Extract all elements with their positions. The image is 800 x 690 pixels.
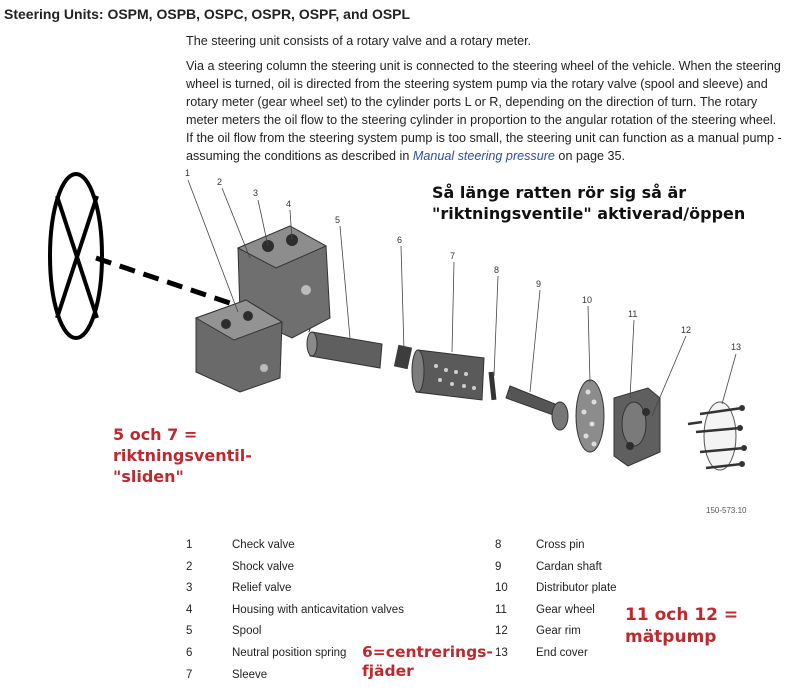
- part-number: 12: [495, 625, 508, 638]
- direction-valve-note-line-1: Så länge ratten rör sig så är: [432, 183, 687, 202]
- paragraph-text-before: Via a steering column the steering unit is connected to the steering wheel of the vehicle. When the steering wheel is turned, oil is directed from the steering system pump via the rotary valve (spool and sleeve) and rotary meter (gear wheel set) to the cylinder ports L or R, depending on the direction of turn. The rotary meter meters the oil flow to the steering cylinder in proportion to the angular rotation of the steering wheel. If the oil flow from the steering system pump is too small, the steering unit can function as a manual pump - assuming the conditions as described in: [186, 59, 782, 163]
- part-number: 13: [495, 646, 508, 659]
- part-name: Sleeve: [232, 668, 268, 681]
- end-cover-part: [688, 402, 747, 470]
- callout-7: 7: [450, 251, 456, 261]
- part-number: 6: [186, 646, 193, 659]
- spring-note-line-2: fjäder: [362, 662, 414, 680]
- part-number: 1: [186, 539, 193, 551]
- callout-11: 11: [628, 309, 638, 319]
- direction-valve-note: [432, 182, 745, 224]
- callout-12: 12: [681, 325, 692, 335]
- callout-8: 8: [494, 265, 500, 275]
- callout-13: 13: [731, 342, 742, 352]
- part-name: Cardan shaft: [536, 560, 602, 573]
- part-name: Distributor plate: [536, 582, 617, 595]
- part-name: Gear wheel: [536, 603, 595, 616]
- callout-2: 2: [217, 177, 223, 187]
- meter-pump-note: [625, 604, 738, 648]
- spring-note: [362, 643, 493, 681]
- part-number: 9: [495, 560, 502, 573]
- paragraph-text-after: on page 35.: [554, 149, 625, 163]
- part-name: Check valve: [232, 539, 295, 551]
- part-name: Relief valve: [232, 582, 292, 595]
- part-name: Cross pin: [536, 539, 585, 551]
- part-name: Shock valve: [232, 560, 295, 573]
- spool-part: [307, 332, 382, 368]
- description-paragraph: [186, 57, 786, 165]
- spring-note-line-1: 6=centrerings-: [362, 643, 493, 661]
- section-heading: Steering Units: OSPM, OSPB, OSPC, OSPR, OSPF, and OSPL: [4, 6, 411, 22]
- callout-6: 6: [397, 235, 403, 245]
- callout-1: 1: [185, 168, 191, 178]
- part-number: 5: [186, 625, 193, 638]
- distributor-plate-part: [576, 380, 604, 452]
- steering-wheel-sketch: [50, 174, 102, 338]
- part-number: 8: [495, 539, 502, 551]
- gear-set-part: [614, 388, 660, 466]
- spool-note-line-1: 5 och 7 =: [113, 425, 198, 444]
- intro-paragraph: The steering unit consists of a rotary valve and a rotary meter.: [186, 34, 532, 48]
- part-name: Spool: [232, 625, 262, 638]
- callout-5: 5: [335, 215, 341, 225]
- part-name: Neutral position spring: [232, 646, 347, 659]
- part-name: Housing with anticavitation valves: [232, 603, 404, 616]
- part-number: 7: [186, 668, 193, 681]
- callout-3: 3: [253, 188, 259, 198]
- cross-pin-part: [489, 372, 497, 400]
- part-number: 10: [495, 582, 508, 595]
- figure-reference: 150-573.10: [706, 506, 747, 515]
- part-number: 11: [495, 603, 507, 616]
- part-name: Gear rim: [536, 625, 581, 638]
- spool-note-line-3: "sliden": [113, 467, 184, 486]
- part-number: 3: [186, 582, 193, 595]
- valve-block-part: [196, 300, 282, 392]
- part-number: 2: [186, 560, 193, 573]
- spool-note-line-2: riktningsventil-: [113, 446, 252, 465]
- callout-9: 9: [536, 279, 542, 289]
- direction-valve-note-line-2: "riktningsventile" aktiverad/öppen: [432, 204, 746, 223]
- sleeve-part: [412, 350, 484, 400]
- neutral-spring-part: [394, 345, 412, 369]
- cardan-shaft-part: [506, 386, 568, 430]
- spool-note: [113, 424, 252, 487]
- meter-pump-note-line-1: 11 och 12 =: [625, 605, 739, 625]
- part-name: End cover: [536, 646, 588, 659]
- callout-4: 4: [286, 199, 292, 209]
- callout-10: 10: [582, 295, 593, 305]
- manual-steering-pressure-link[interactable]: Manual steering pressure: [412, 149, 555, 163]
- meter-pump-note-line-2: mätpump: [625, 627, 717, 647]
- part-number: 4: [186, 603, 193, 616]
